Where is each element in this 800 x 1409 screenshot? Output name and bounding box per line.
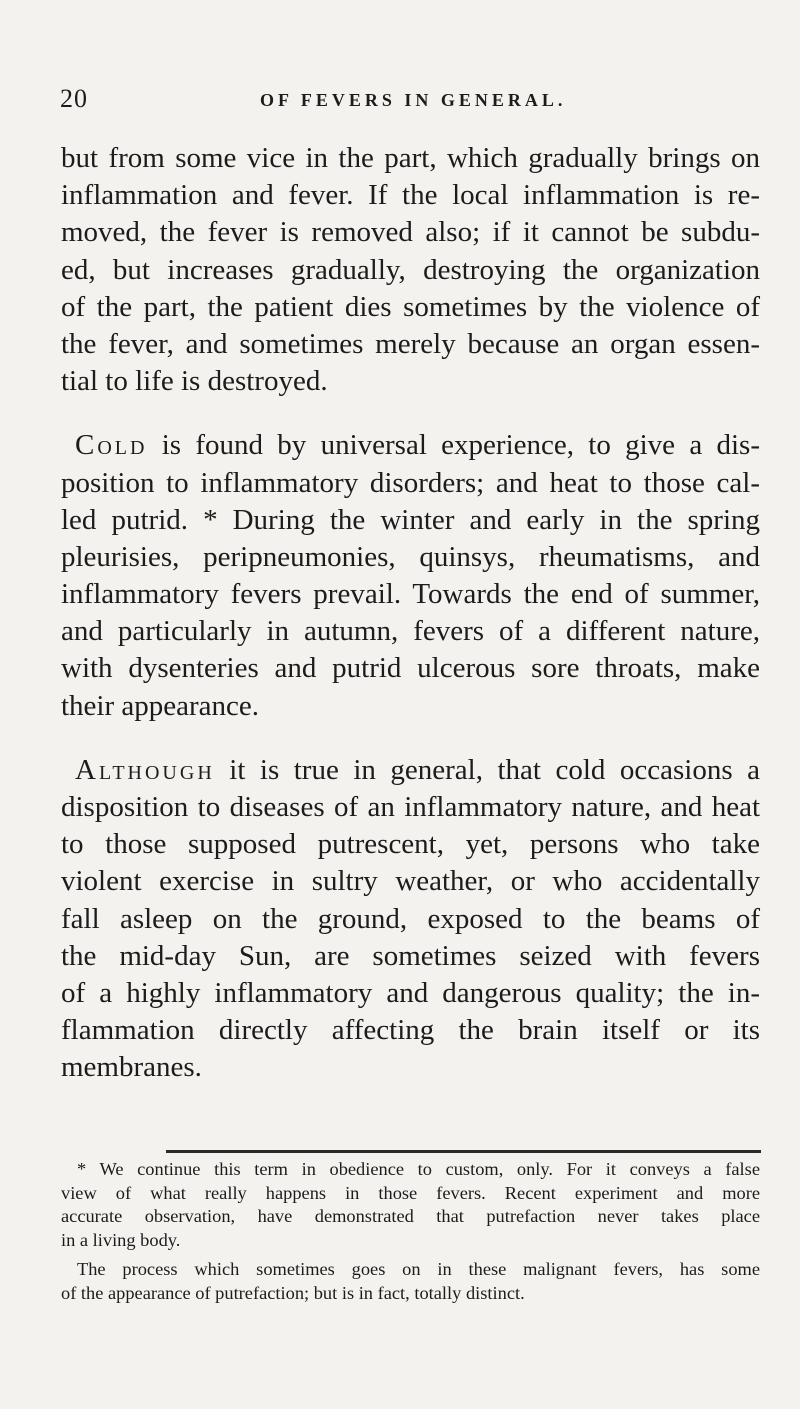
footnote-line: The process which sometimes goes on in these malignant fevers, has some [77,1259,760,1279]
text-line: and particularly in autumn, fevers of a different nature, [61,615,760,648]
text-line: the fever, and sometimes merely because an organ essen- [61,327,760,360]
running-head [60,84,760,124]
text-line: violent exercise in sultry weather, or who accidentally [61,865,760,898]
paragraph-gap [61,725,760,752]
text-line [61,427,760,464]
paragraph-gap [61,400,760,427]
body-text [61,140,760,1087]
text-line: flammation directly affecting the brain itself or its [61,1014,760,1047]
footnote-line: * We continue this term in obedience to custom, only. For it conveys a false [77,1159,760,1179]
text-line: tial to life is destroyed. [61,365,328,398]
footnote [61,1158,760,1252]
text-line: their appearance. [61,689,260,722]
small-caps-lead: Although [75,753,215,786]
text-line: pleurisies, peripneumonies, quinsys, rheumatisms, and [61,540,760,573]
text-line: inflammation and fever. If the local inflammation is re- [61,179,760,212]
paragraph [61,752,760,1087]
footnote-line: view of what really happens in those fevers. Recent experiment and more [61,1182,760,1203]
footnote-rule [166,1150,761,1153]
text-line: led putrid. * During the winter and early in the spring [61,503,760,536]
footnote-line: in a living body. [61,1229,181,1250]
text-run: is found by universal experience, to give a dis- [147,429,760,462]
text-line: of a highly inflammatory and dangerous quality; the in- [61,976,760,1009]
running-title: OF FEVERS IN GENERAL. [260,90,567,110]
footnote [61,1258,760,1305]
text-line [61,752,760,789]
page-number: 20 [60,84,88,113]
text-line: ed, but increases gradually, destroying the organization [61,253,760,286]
footnotes [61,1158,760,1305]
text-line: fall asleep on the ground, exposed to the beams of [61,902,760,935]
text-line: disposition to diseases of an inflammatory nature, and heat [61,791,760,823]
paragraph [61,427,760,725]
text-line: of the part, the patient dies sometimes by the violence of [61,290,760,323]
text-line: with dysenteries and putrid ulcerous sore throats, make [61,652,760,685]
text-line: membranes. [61,1051,202,1084]
small-caps-lead: Cold [75,429,148,462]
text-line: to those supposed putrescent, yet, persons who take [61,828,760,861]
footnote-line: accurate observation, have demonstrated that putrefaction never takes place [61,1206,760,1226]
text-line: inflammatory fevers prevail. Towards the end of summer, [61,578,760,611]
text-line: position to inflammatory disorders; and heat to those cal- [61,466,760,499]
text-line: the mid-day Sun, are sometimes seized with fevers [61,939,760,972]
text-run: it is true in general, that cold occasions a [214,753,760,786]
footnote-line: of the appearance of putrefaction; but is in fact, totally distinct. [61,1282,525,1303]
text-line: moved, the fever is removed also; if it cannot be subdu- [61,216,760,249]
paragraph [61,140,760,400]
text-line: but from some vice in the part, which gradually brings on [61,142,760,174]
